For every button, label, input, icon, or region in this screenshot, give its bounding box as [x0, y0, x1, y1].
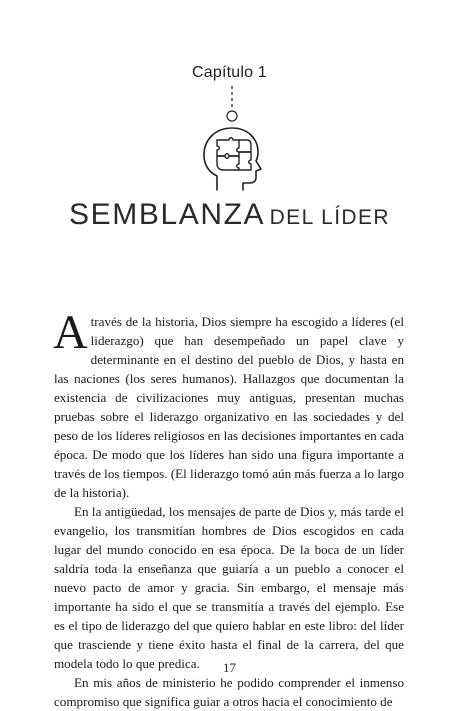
paragraph-3: En mis años de ministerio he podido comprender el inmenso compromiso que significa guiar a otros hacia el conocimiento de: [54, 675, 404, 709]
chapter-title-main: SEMBLANZA: [69, 198, 266, 231]
drop-cap: A: [53, 306, 88, 359]
paragraph-1: [53, 306, 404, 502]
chapter-title: [0, 198, 459, 232]
paragraph-2: En la antigüedad, los mensajes de parte de Dios y, más tarde el evangelio, los transmitían hombres de Dios escogidos en cada lugar del mundo conocido en esa época. De la boca de un líder saldría toda la enseñanza que guiaría a un pueblo a conocer el nuevo pacto de amor y gracia. Sin embargo, el mensaje más importante ha sido el que se transmitía a través del ejemplo. Ese es el tipo de liderazgo del que quiero hablar en este libro: del líder que trasciende y tiene éxito hasta el final de la carrera, del que modela todo lo que predica.: [54, 504, 404, 671]
chapter-title-tail: DEL LÍDER: [269, 206, 390, 229]
paragraph-1-text: través de la historia, Dios siempre ha escogido a líderes (el liderazgo) que han desempeñado un papel clave y determinante en el destino del pueblo de Dios, y hasta en las naciones (los seres humanos). Hallazgos que documentan la existencia de civilizaciones muy antiguas, presentan muchas pruebas sobre el liderazgo organizativo en las sociedades y del peso de los líderes religiosos en las decisiones importantes en cada época. De modo que los líderes han sido una figura importante a través de los tiempos. (El liderazgo tomó aún más fuerza a lo largo de la historia).: [54, 314, 404, 500]
page-number: 17: [223, 660, 236, 675]
head-puzzle-icon: [195, 122, 265, 194]
body-text: [53, 306, 404, 711]
dashed-connector-icon: [226, 86, 238, 122]
chapter-label: Capítulo 1: [192, 64, 267, 81]
